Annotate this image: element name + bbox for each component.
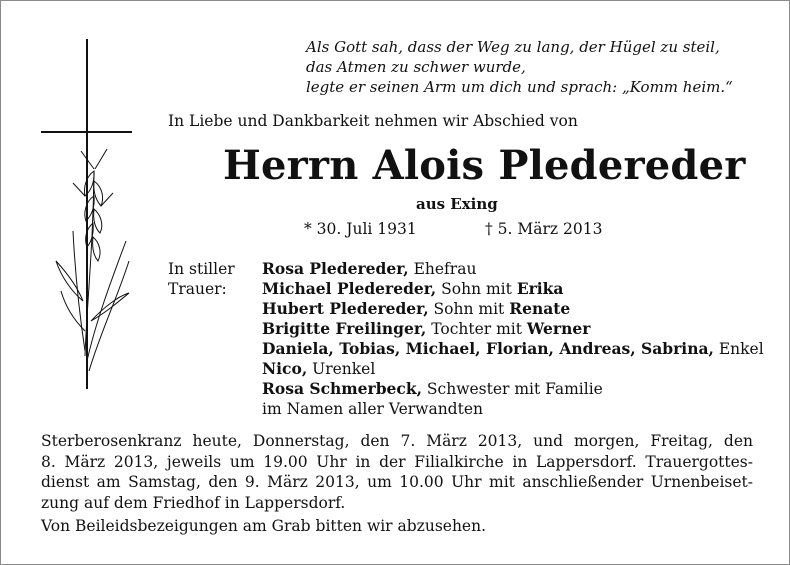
mourner-name: Rosa Pledereder, — [262, 259, 409, 278]
mourner-relation: Sohn mit — [436, 280, 517, 298]
mourner-relation: Schwester mit Familie — [422, 380, 603, 398]
mourner-relation: Sohn mit — [428, 300, 510, 318]
cross-with-wheat-icon — [1, 1, 161, 401]
poem-line: Als Gott sah, dass der Weg zu lang, der Hügel zu steil, — [306, 38, 720, 56]
poem-line: legte er seinen Arm um dich und sprach: „Komm heim.“ — [306, 78, 733, 96]
poem-line: das Atmen zu schwer wurde, — [306, 58, 526, 76]
poem — [306, 37, 776, 97]
mourner-list — [262, 259, 764, 419]
service-line: Sterberosenkranz heute, Donnerstag, den 7. März 2013, und morgen, Freitag, den — [41, 432, 753, 450]
mourner-name: Brigitte Freilinger, — [262, 319, 427, 338]
mourning-label-line: Trauer: — [168, 280, 227, 298]
death-date: † 5. März 2013 — [485, 220, 603, 238]
mourner-entry — [262, 339, 764, 359]
mourner-entry — [262, 379, 764, 399]
mourner-entry — [262, 279, 764, 299]
mourner-entry — [262, 359, 764, 379]
service-details — [41, 431, 753, 537]
mourning-label — [168, 259, 258, 299]
mourner-entry — [262, 259, 764, 279]
deceased-name: Herrn Alois Pledereder — [223, 142, 746, 189]
service-line: dienst am Samstag, den 9. März 2013, um 10.00 Uhr mit anschließender Urnenbeiset- — [41, 473, 753, 491]
mourner-partner: Erika — [516, 279, 564, 298]
mourner-relation: Tochter mit — [426, 320, 527, 338]
mourner-name: Rosa Schmerbeck, — [262, 379, 422, 398]
mourner-name: Hubert Pledereder, — [262, 299, 429, 318]
mourner-name: Daniela, Tobias, Michael, Florian, Andreas, Sabrina, — [262, 339, 714, 358]
mourner-entry — [262, 319, 764, 339]
mourner-relation: Urenkel — [307, 360, 376, 378]
mourner-entry — [262, 299, 764, 319]
mourner-partner: Renate — [509, 299, 571, 318]
service-line: zung auf dem Friedhof in Lappersdorf. — [41, 493, 346, 512]
service-line: 8. März 2013, jeweils um 19.00 Uhr in der Filialkirche in Lappersdorf. Trauergottes- — [41, 452, 753, 471]
closing-note: Von Beileidsbezeigungen am Grab bitten wir abzusehen. — [41, 517, 487, 535]
intro-text: In Liebe und Dankbarkeit nehmen wir Abschied von — [168, 112, 578, 130]
mourner-relation: im Namen aller Verwandten — [262, 400, 483, 418]
mourner-relation: Enkel — [713, 340, 764, 358]
mourner-relation: Ehefrau — [408, 260, 477, 278]
mourner-name: Nico, — [262, 359, 308, 378]
mourner-name: Michael Pledereder, — [262, 279, 437, 298]
mourning-label-line: In stiller — [168, 260, 235, 278]
mourner-entry — [262, 399, 764, 419]
birth-date: * 30. Juli 1931 — [304, 220, 417, 238]
mourner-partner: Werner — [526, 319, 591, 338]
deceased-origin: aus Exing — [416, 195, 498, 213]
